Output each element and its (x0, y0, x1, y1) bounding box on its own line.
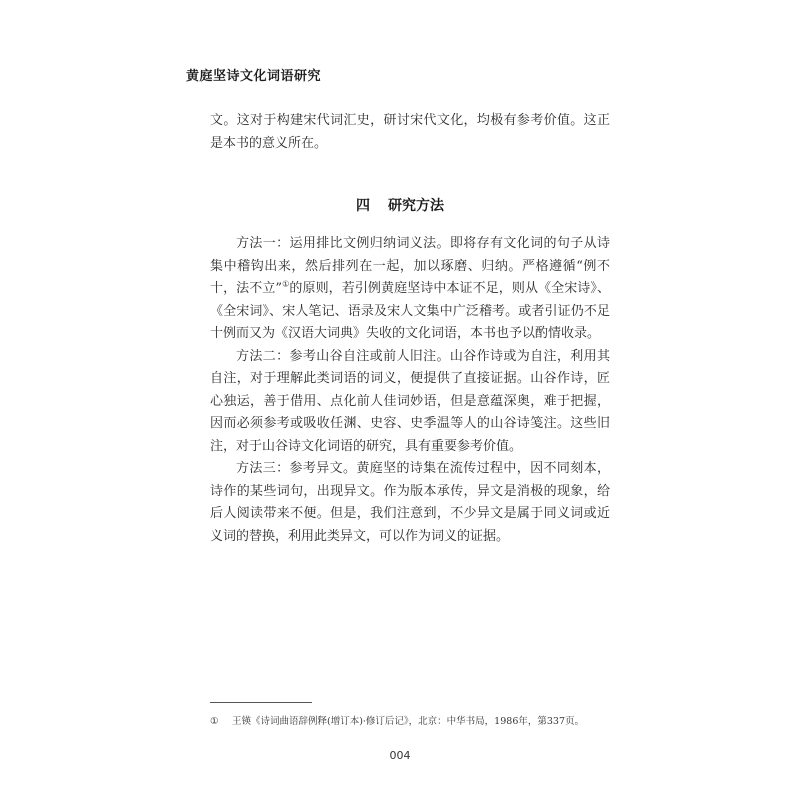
footnote-text: 王锳《诗词曲语辞例释(增订本)·修订后记》，北京：中华书局，1986年，第337页。 (232, 716, 584, 727)
page-number: 004 (389, 749, 411, 762)
section-number: 四 (356, 198, 370, 214)
footnote-reference: ① (282, 279, 290, 289)
methods-section (210, 233, 610, 548)
method-paragraph-1 (210, 233, 610, 346)
footnote-mark: ① (210, 716, 219, 727)
footnote (210, 713, 610, 727)
continued-paragraph: 文。这对于构建宋代词汇史，研讨宋代文化，均极有参考价值。这正是本书的意义所在。 (210, 113, 610, 151)
method-1-text-after-ref: 的原则，若引例黄庭坚诗中本证不足，则从《全宋诗》、《全宋词》、宋人笔记、语录及宋人文集中广泛稽考。或者引证仍不足十例而又为《汉语大词典》失收的文化词语，本书也予以酌情收录。 (210, 281, 610, 341)
method-1-text-before-ref: 方法一：运用排比文例归纳词义法。即将存有文化词的句子从诗集中稽钩出来，然后排列在一起，加以琢磨、归纳。严格遵循“例不十，法不立” (210, 236, 610, 296)
section-title: 研究方法 (388, 198, 444, 214)
method-paragraph-2: 方法二：参考山谷自注或前人旧注。山谷作诗或为自注，利用其自注，对于理解此类词语的词义，便提供了直接证据。山谷作诗，匠心独运，善于借用、点化前人佳词妙语，但是意蕴深奥，难于把握，因而必须参考或吸收任渊、史容、史季温等人的山谷诗笺注。这些旧注，对于山谷诗文化词语的研究，具有重要参考价值。 (210, 348, 610, 454)
running-head-title: 黄庭坚诗文化词语研究 (186, 69, 322, 84)
section-heading (0, 195, 800, 215)
method-paragraph-3: 方法三：参考异文。黄庭坚的诗集在流传过程中，因不同刻本，诗作的某些词句，出现异文。作为版本承传，异文是消极的现象，给后人阅读带来不便。但是，我们注意到，不少异文是属于同义词或近义词的替换，利用此类异文，可以作为词义的证据。 (210, 461, 610, 544)
footnote-divider (210, 702, 312, 703)
